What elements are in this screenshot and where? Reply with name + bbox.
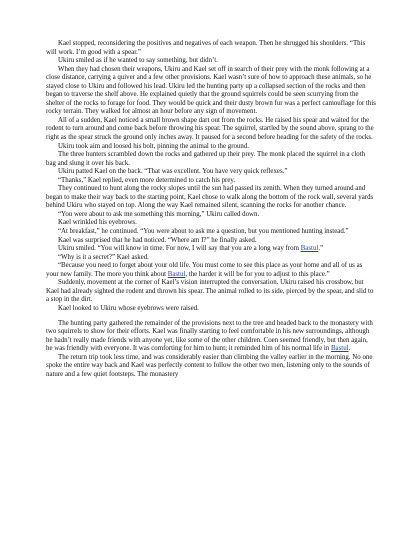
paragraph-text: .	[348, 345, 351, 353]
paragraph-text: Kael stopped, reconsidering the positives and negatives of each weapon. Then he shrugged his shoulders. “This will work. I’m good with a spear.”	[46, 40, 366, 56]
paragraph	[46, 185, 376, 211]
paragraph-text: .”	[318, 245, 324, 253]
bastul-link[interactable]: Bastul	[167, 270, 186, 278]
paragraph-text: “Because you need to forget about your old life. You must come to see this place as your home and all of us as your new family. The more you think about	[46, 262, 363, 278]
paragraph	[46, 151, 376, 168]
paragraph	[46, 279, 376, 305]
paragraph	[46, 168, 376, 177]
paragraph	[46, 237, 376, 246]
paragraph	[46, 66, 376, 117]
paragraph-text: “Thanks,” Kael replied, even more determined to catch his prey.	[58, 176, 236, 184]
paragraph-text: All of a sudden, Kael noticed a small brown shape dart out from the rocks. He raised his spear and waited for the rodent to turn around and come back before throwing his spear. The squirrel, startled by the sound above, sprang to the right as the spear struck the ground only inches away. It paused for a second before heading for the safety of the rocks.	[46, 116, 374, 142]
paragraph-text: They continued to hunt along the rocky slopes until the sun had passed its zenith. When they turned around and began to make their way back to the starting point, Kael chose to walk along the bottom of the rock wall, several yards behind Ukiru who stayed on top. Along the way Kael remained silent, scanning the rocks for another chance.	[46, 185, 374, 210]
paragraph-text: “You were about to ask me something this morning,” Ukiru called down.	[58, 210, 260, 218]
paragraph	[46, 245, 376, 254]
paragraph-text: Kael was surprised that he had noticed. “Where am I?” he finally asked.	[58, 236, 257, 244]
paragraph-text: Ukiru smiled. “You will know in time. For now, I will say that you are a long way from	[58, 245, 301, 253]
bastul-link[interactable]: Bastul	[300, 245, 319, 253]
paragraph-text: , the harder it will be for you to adjust to this place.”	[185, 270, 330, 278]
paragraph-text: “At breakfast,” he continued. “You were about to ask me a question, but you mentioned hunting instead.”	[58, 228, 349, 236]
paragraph-text: Ukiru took aim and loosed his bolt, pinning the animal to the ground.	[58, 142, 249, 150]
paragraph-text: Kael wrinkled his eyebrows.	[58, 219, 137, 227]
paragraph	[46, 254, 376, 263]
paragraph	[46, 143, 376, 152]
paragraph	[46, 228, 376, 237]
paragraph	[46, 305, 376, 314]
paragraph-text: When they had chosen their weapons, Ukiru and Kael set off in search of their prey with the monk following at a close distance, carrying a quiver and a few other provisions. Kael wasn’t sure of how to approach these animals, so he stayed close to Ukiru and followed his lead. Ukiru led the hunting party up a collapsed section of the rocks and then began to traverse the shelf above. He explained quietly that the ground squirrels could be seen scurrying from the shelter of the rocks to forage for food. They would be quick and their dusty brown fur was a perfect camouflage for this rocky terrain. They walked for almost an hour before any sign of movement.	[46, 65, 376, 116]
paragraph-text: “Why is it a secret?” Kael asked.	[58, 253, 149, 261]
paragraph	[46, 211, 376, 220]
paragraph	[46, 262, 376, 279]
paragraph	[46, 40, 376, 57]
paragraph-text: Suddenly, movement at the corner of Kael’s vision interrupted the conversation. Ukiru raised his crossbow, but Kael had already sighted the rodent and thrown his spear. The animal rolled to its side, pierced by the spear, and slid to a stop in the dirt.	[46, 279, 374, 304]
paragraph	[46, 57, 376, 66]
paragraph	[46, 177, 376, 186]
paragraph	[46, 117, 376, 143]
paragraph-text: The three hunters scrambled down the rocks and gathered up their prey. The monk placed the squirrel in a cloth bag and slung it over his back.	[46, 151, 366, 167]
paragraph-text: Ukiru patted Kael on the back. “That was excellent. You have very quick reflexes.”	[58, 168, 288, 176]
paragraph-text: The return trip took less time, and was considerably easier than climbing the valley earlier in the morning. No one spoke the entire way back and Kael was perfectly content to follow the other two men, listening only to the sounds of nature and a few quiet footsteps. The monastery	[46, 353, 373, 378]
paragraph-text: The hunting party gathered the remainder of the provisions next to the tree and headed back to the monastery with two squirrels to show for their efforts. Kael was finally starting to feel comfortable in his new surroundings, although he hadn’t really made friends with anyone yet, like some of the other children. Coen seemed friendly, but then again, he was friendly with everyone. It was comforting for him to hunt; it reminded him of his normal life in	[46, 319, 373, 353]
paragraph-text: Ukiru smiled as if he wanted to say something, but didn’t.	[58, 57, 218, 65]
paragraph-text: Kael looked to Ukiru whose eyebrows were raised.	[58, 304, 199, 312]
paragraph	[46, 354, 376, 380]
paragraph	[46, 320, 376, 354]
paragraph	[46, 219, 376, 228]
story-text	[46, 40, 376, 379]
bastul-link[interactable]: Bastul	[330, 345, 349, 353]
